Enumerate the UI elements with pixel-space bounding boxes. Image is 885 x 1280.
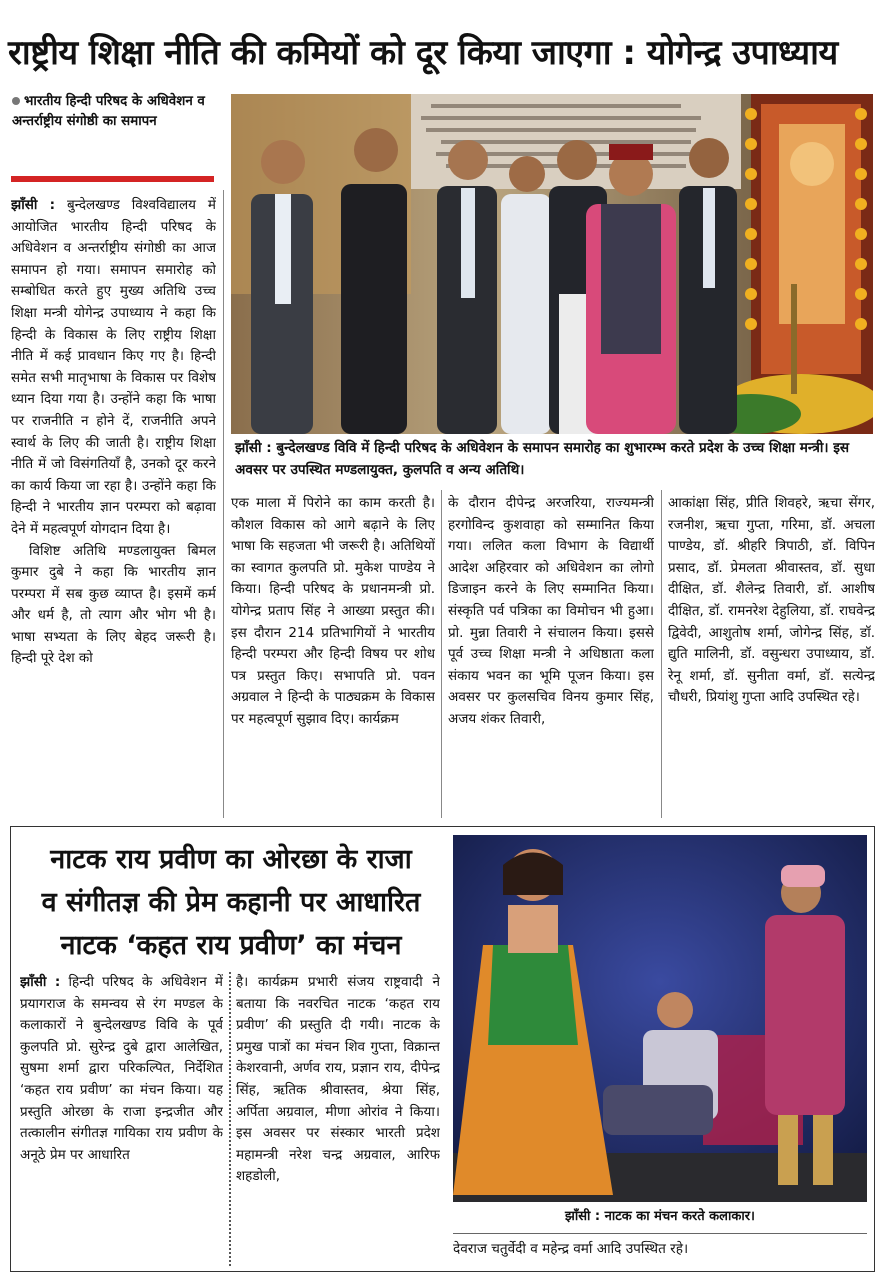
drama-photo-caption: झाँसी : नाटक का मंचन करते कलाकार।	[565, 1209, 755, 1224]
drama-paragraph-1: हिन्दी परिषद के अधिवेशन में प्रयागराज के समन्वय से रंग मण्डल के कलाकारों ने बुन्देलखण्ड विवि के पूर्व कुलपति प्रो. सुरेन्द्र दुबे द्वारा आलेखित, सुषमा शर्मा द्वारा परिकल्पित, निर्देशित ‘कहत राय प्रवीण’ का मंचन किया। यह प्रस्तुति ओरछा के राजा इन्द्रजीत और तत्कालीन संगीतज्ञ गायिका राय प्रवीण के अनूठे प्रेम पर आधारित	[20, 974, 223, 1163]
dotted-divider	[229, 972, 231, 1266]
sub-headline-text: भारतीय हिन्दी परिषद के अधिवेशन व अन्तर्राष्ट्रीय संगोष्ठी का समापन	[12, 94, 205, 129]
article1-column-2: एक माला में पिरोने का काम करती है। कौशल विकास को आगे बढ़ाने के लिए भाषा कि सहजता भी जरूरी है। अतिथियों का स्वागत कुलपति प्रो. मुकेश पाण्डेय ने किया। हिन्दी परिषद के प्रधानमन्त्री प्रो. योगेन्द्र प्रताप सिंह ने आख्या प्रस्तुत की। इस दौरान 214 प्रतिभागियों ने भारतीय हिन्दी परम्परा और हिन्दी विषय पर शोध पत्र प्रस्तुत किए। सभापति प्रो. पवन अग्रवाल ने हिन्दी के पाठ्यक्रम के विकास पर महत्वपूर्ण सुझाव दिए। कार्यक्रम	[231, 495, 435, 727]
drama-photo	[453, 835, 867, 1202]
dateline: झाँसी :	[11, 197, 56, 213]
drama-column-1	[20, 972, 223, 1266]
ceremony-photo-illustration	[231, 94, 873, 434]
column-divider	[441, 490, 442, 818]
article1-paragraph-2: विशिष्ट अतिथि मण्डलायुक्त बिमल कुमार दुबे ने कहा कि भारतीय ज्ञान परम्परा में सब कुछ व्याप्त है। इसमें कर्म और धर्म है, तो त्याग और भोग भी है। भाषा सभ्यता के लिए बेहद जरूरी है। हिन्दी पूरे देश को	[11, 542, 216, 667]
drama-column-2: है। कार्यक्रम प्रभारी संजय राष्ट्रवादी ने बताया कि नवरचित नाटक ‘कहत राय प्रवीण’ की प्रस्तुति दी गयी। नाटक के प्रमुख पात्रों का मंचन शिव गुप्ता, विक्रान्त केशरवानी, अर्णव राय, प्रज्ञान राय, दीपेन्द्र सिंह, ऋतिक श्रीवास्तव, श्रेया सिंह, अर्पिता अग्रवाल, मीणा ओरांव ने किया। इस अवसर पर संस्कार भारती प्रदेश महामन्त्री नरेश चन्द्र अग्रवाल, आरिफ शहडोली,	[236, 974, 440, 1185]
column-divider	[223, 190, 224, 818]
caption-rule	[453, 1233, 867, 1234]
ceremony-photo-caption: झाँसी : बुन्देलखण्ड विवि में हिन्दी परिषद के अधिवेशन के समापन समारोह का शुभारम्भ करते प्रदेश के उच्च शिक्षा मन्त्री। इस अवसर पर उपस्थित मण्डलायुक्त, कुलपति व अन्य अतिथि।	[235, 440, 850, 478]
article1-column-3: के दौरान दीपेन्द्र अरजरिया, राज्यमन्त्री हरगोविन्द कुशवाहा को सम्मानित किया गया। ललित कला विभाग के विद्यार्थी आदेश अहिरवार को अधिवेशन का लोगो डिजाइन करने के लिए सम्मानित किया। संस्कृति पर्व पत्रिका का विमोचन भी हुआ। प्रो. मुन्ना तिवारी ने संचालन किया। इससे पूर्व उच्च शिक्षा मन्त्री ने अधिष्ठाता कला संकाय भवन का भूमि पूजन किया। इस अवसर पर कुलसचिव विनय कुमार सिंह, अजय शंकर तिवारी,	[448, 495, 654, 727]
accent-bar	[11, 176, 214, 182]
column-divider	[661, 490, 662, 818]
drama-headline	[22, 838, 440, 967]
article1-column-1	[11, 195, 216, 817]
drama-headline-line-1: नाटक राय प्रवीण का ओरछा के राजा	[50, 844, 412, 875]
drama-dateline: झाँसी :	[20, 974, 61, 990]
drama-headline-line-2: व संगीतज्ञ की प्रेम कहानी पर आधारित	[41, 887, 421, 918]
article1-paragraph-1: बुन्देलखण्ड विश्वविद्यालय में आयोजित भारतीय हिन्दी परिषद के अधिवेशन व अन्तर्राष्ट्रीय संगोष्ठी का आज समापन हो गया। समापन समारोह को सम्बोधित करते हुए मुख्य अतिथि उच्च शिक्षा मन्त्री योगेन्द्र उपाध्याय ने कहा कि हिन्दी के विकास के लिए राष्ट्रीय शिक्षा नीति में कई प्रावधान किए गए है। हिन्दी समेत सभी मातृभाषा के विकास पर विशेष ध्यान दिया गया है। उन्होंने कहा कि भाषा पर राजनीति न होने दें, राजनीति अपने स्वार्थ के लिए की जाती है। राष्ट्रीय शिक्षा नीति में जो विसंगतियाँ है, उनको दूर करने का कार्य किया जा रहा है। उन्होंने कहा कि हिन्दी ने भारतीय ज्ञान परम्परा को बढ़ावा देने में महत्वपूर्ण योगदान दिया है।	[11, 197, 216, 537]
article1-column-4: आकांक्षा सिंह, प्रीति शिवहरे, ऋचा सेंगर, रजनीश, ऋचा गुप्ता, गरिमा, डॉ. अचला पाण्डेय, डॉ. श्रीहरि त्रिपाठी, डॉ. विपिन प्रसाद, डॉ. प्रेमलता श्रीवास्तव, डॉ. सुधा दीक्षित, डॉ. शैलेन्द्र तिवारी, डॉ. आशीष दीक्षित, डॉ. रामनरेश देहुलिया, डॉ. राघवेन्द्र द्विवेदी, आशुतोष शर्मा, जोगेन्द्र सिंह, डॉ. द्युति मालिनी, डॉ. वसुन्धरा उपाध्याय, डॉ. रेनू शर्मा, डॉ. सुनीता वर्मा, डॉ. सत्येन्द्र चौधरी, प्रियांशु गुप्ता आदि उपस्थित रहे।	[668, 495, 875, 706]
drama-closing-line: देवराज चतुर्वेदी व महेन्द्र वर्मा आदि उपस्थित रहे।	[453, 1241, 689, 1257]
drama-headline-line-3: नाटक ‘कहत राय प्रवीण’ का मंचन	[60, 930, 402, 961]
drama-photo-illustration	[453, 835, 867, 1202]
ceremony-photo	[231, 94, 873, 434]
main-headline: राष्ट्रीय शिक्षा नीति की कमियों को दूर किया जाएगा : योगेन्द्र उपाध्याय	[8, 33, 838, 73]
bullet-icon	[12, 97, 20, 105]
sub-headline	[12, 92, 212, 132]
